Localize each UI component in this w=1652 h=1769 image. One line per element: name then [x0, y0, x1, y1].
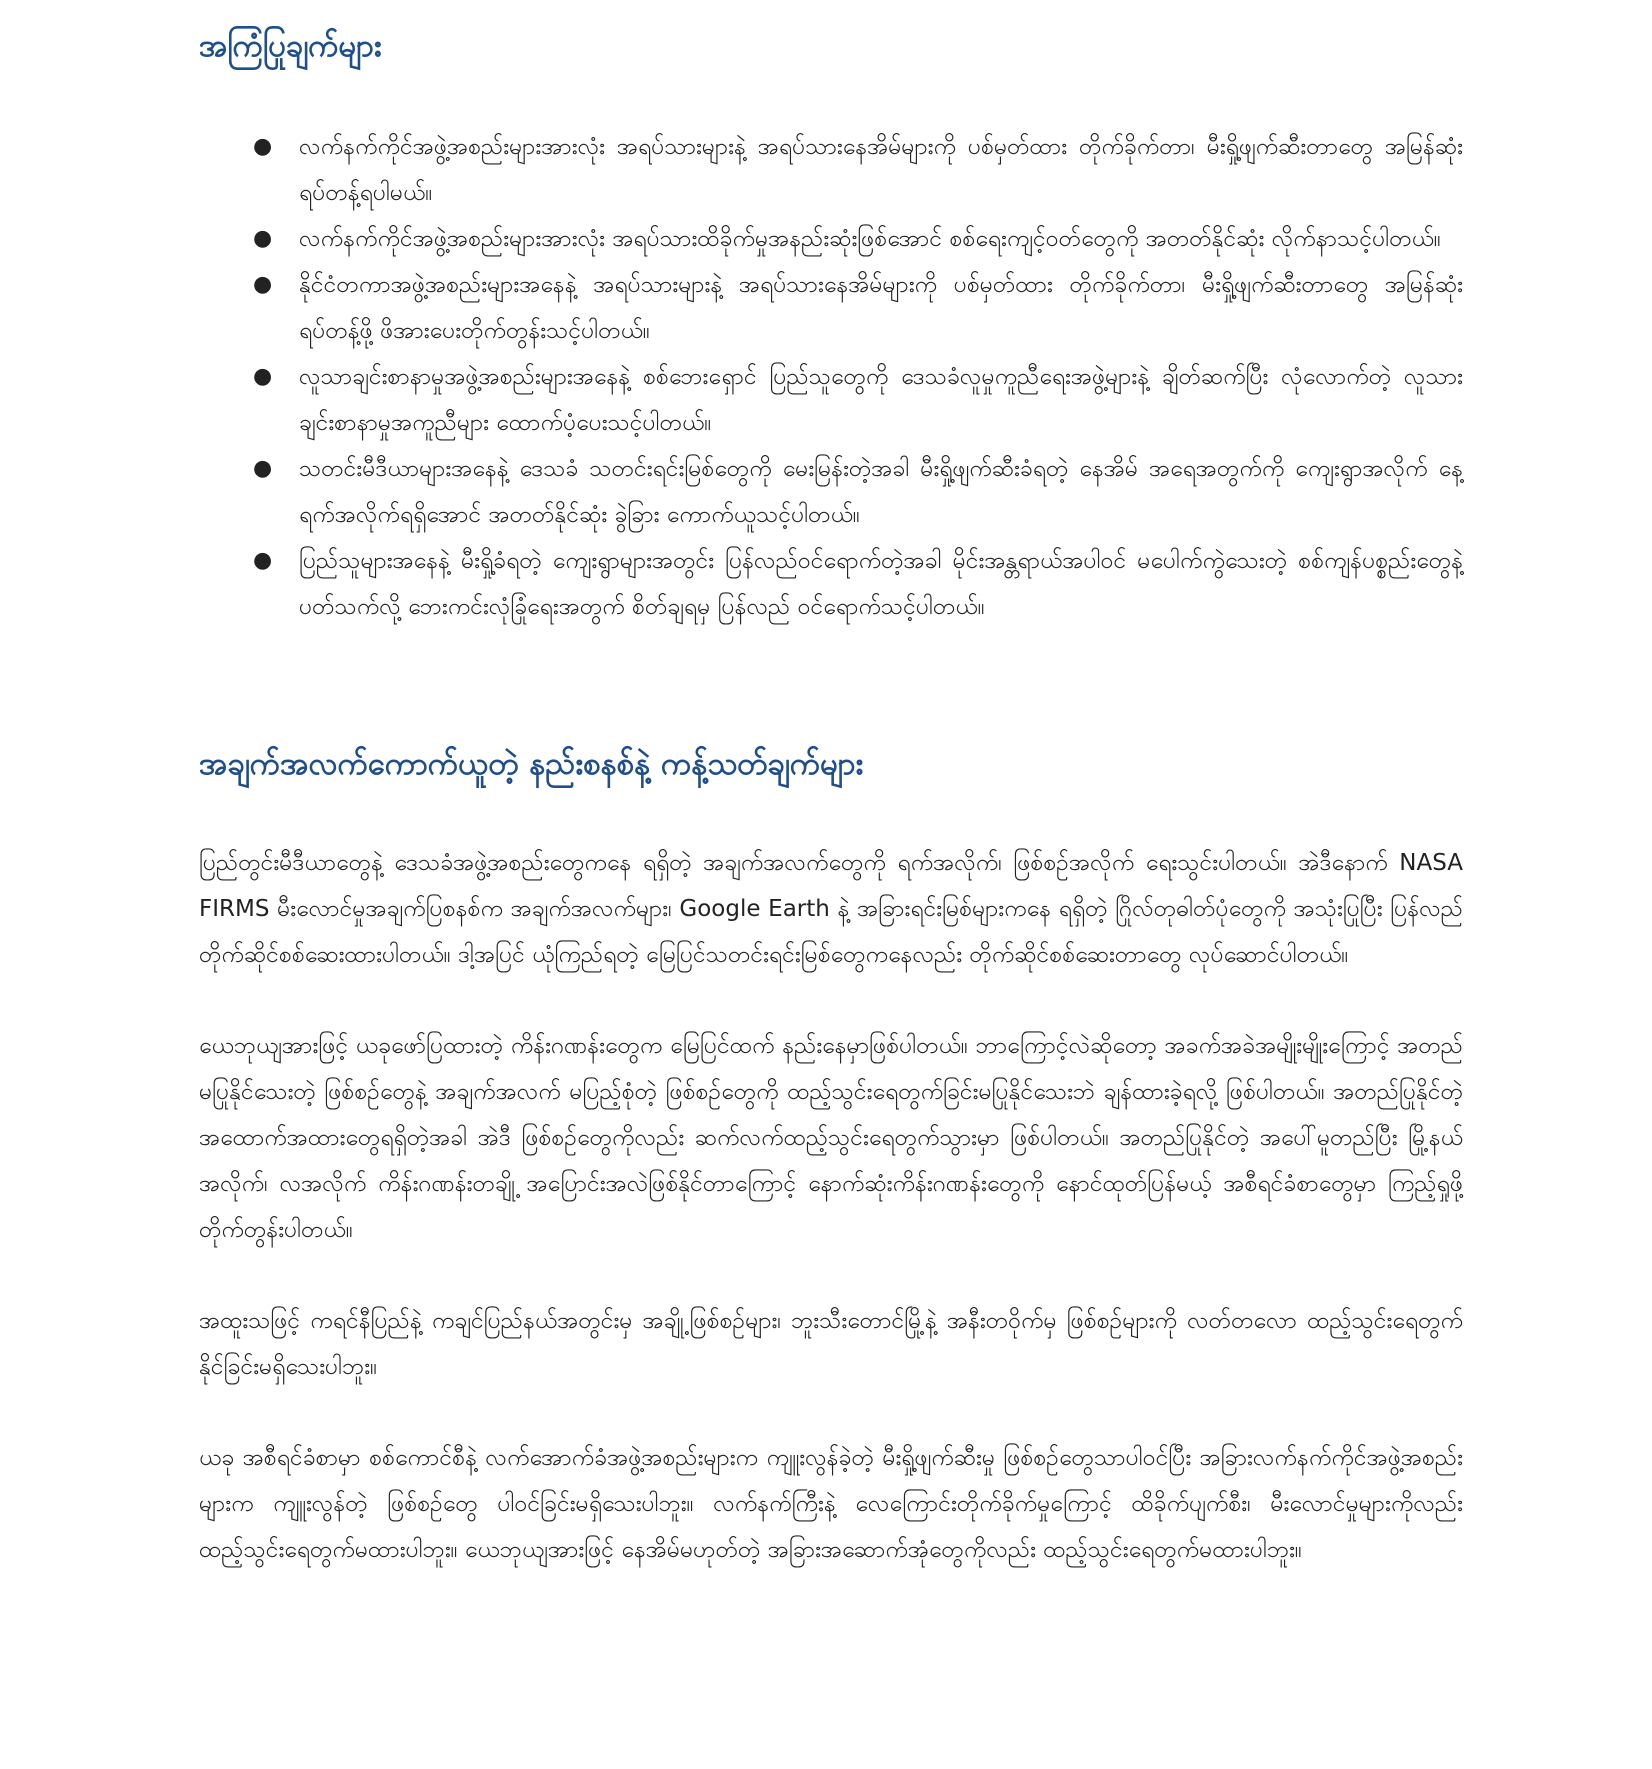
methodology-heading: အချက်အလက်ကောက်ယူတဲ့ နည်းစနစ်နဲ့ ကန့်သတ်ချက်များ	[199, 746, 864, 782]
recommendation-text: သတင်းမီဒီယာများအနေနဲ့ ဒေသခံ သတင်းရင်းမြစ်တွေကို မေးမြန်းတဲ့အခါ မီးရှို့ဖျက်ဆီးခံရတဲ့ နေအိမ် အရေအတွက်ကို ကျေးရွာအလိုက် နေ့ရက်အလိုက်ရရှိအောင် အတတ်နိုင်ဆုံး ခွဲခြား ကောက်ယူသင့်ပါတယ်။	[299, 456, 1463, 528]
methodology-paragraph: ပြည်တွင်းမီဒီယာတွေနဲ့ ဒေသခံအဖွဲ့အစည်းတွေကနေ ရရှိတဲ့ အချက်အလက်တွေကို ရက်အလိုက်၊ ဖြစ်စဉ်အလိုက် ရေးသွင်းပါတယ်။ အဲဒီနောက် NASA FIRMS မီးလောင်မှုအချက်ပြစနစ်က အချက်အလက်များ၊ Google Earth နဲ့ အခြားရင်းမြစ်များကနေ ရရှိတဲ့ ဂြိုလ်တုဓါတ်ပုံတွေကို အသုံးပြုပြီး ပြန်လည် တိုက်ဆိုင်စစ်ဆေးထားပါတယ်။ ဒါ့အပြင် ယုံကြည်ရတဲ့ မြေပြင်သတင်းရင်းမြစ်တွေကနေလည်း တိုက်ဆိုင်စစ်ဆေးတာတွေ လုပ်ဆောင်ပါတယ်။	[199, 850, 1463, 968]
bullet-icon: ●	[253, 272, 273, 297]
bullet-icon: ●	[253, 226, 273, 251]
methodology-body	[199, 840, 1463, 1618]
recommendation-item	[199, 216, 1463, 262]
recommendations-heading: အကြံပြုချက်များ	[199, 28, 382, 64]
recommendation-text: လူသာချင်းစာနာမှုအဖွဲ့အစည်းများအနေနဲ့ စစ်ဘေးရှောင် ပြည်သူတွေကို ဒေသခံလူမှုကူညီရေးအဖွဲ့များနဲ့ ချိတ်ဆက်ပြီး လုံလောက်တဲ့ လူသားချင်းစာနာမှုအကူညီများ ထောက်ပံ့ပေးသင့်ပါတယ်။	[299, 364, 1463, 436]
recommendation-text: နိုင်ငံတကာအဖွဲ့အစည်းများအနေနဲ့ အရပ်သားများနဲ့ အရပ်သားနေအိမ်များကို ပစ်မှတ်ထား တိုက်ခိုက်တာ၊ မီးရှို့ဖျက်ဆီးတာတွေ အမြန်ဆုံးရပ်တန့်ဖို့ ဖိအားပေးတိုက်တွန်းသင့်ပါတယ်။	[299, 272, 1463, 344]
bullet-icon: ●	[253, 134, 273, 159]
recommendations-list	[199, 124, 1463, 630]
methodology-paragraph: ယခု အစီရင်ခံစာမှာ စစ်ကောင်စီနဲ့ လက်အောက်ခံအဖွဲ့အစည်းများက ကျူးလွန်ခဲ့တဲ့ မီးရှို့ဖျက်ဆီးမှု ဖြစ်စဉ်တွေသာပါဝင်ပြီး အခြားလက်နက်ကိုင်အဖွဲ့အစည်းများက ကျူးလွန်တဲ့ ဖြစ်စဉ်တွေ ပါဝင်ခြင်းမရှိသေးပါဘူး။ လက်နက်ကြီးနဲ့ လေကြောင်းတိုက်ခိုက်မှုကြောင့် ထိခိုက်ပျက်စီး၊ မီးလောင်မှုများကိုလည်း ထည့်သွင်းရေတွက်မထားပါဘူး။ ယေဘုယျအားဖြင့် နေအိမ်မဟုတ်တဲ့ အခြားအဆောက်အုံတွေကိုလည်း ထည့်သွင်းရေတွက်မထားပါဘူး။	[199, 1445, 1463, 1563]
bullet-icon: ●	[253, 548, 273, 573]
recommendation-item	[199, 538, 1463, 630]
methodology-paragraph: အထူးသဖြင့် ကရင်နီပြည်နဲ့ ကချင်ပြည်နယ်အတွင်းမှ အချို့ဖြစ်စဉ်များ၊ ဘူးသီးတောင်မြို့နဲ့ အနီးတဝိုက်မှ ဖြစ်စဉ်များကို လတ်တလော ထည့်သွင်းရေတွက်နိုင်ခြင်းမရှိသေးပါဘူး။	[199, 1308, 1463, 1380]
recommendation-item	[199, 354, 1463, 446]
recommendation-text: လက်နက်ကိုင်အဖွဲ့အစည်းများအားလုံး အရပ်သားများနဲ့ အရပ်သားနေအိမ်များကို ပစ်မှတ်ထား တိုက်ခိုက်တာ၊ မီးရှို့ဖျက်ဆီးတာတွေ အမြန်ဆုံးရပ်တန့်ရပါမယ်။	[299, 134, 1463, 206]
recommendation-item	[199, 262, 1463, 354]
bullet-icon: ●	[253, 456, 273, 481]
recommendation-item	[199, 446, 1463, 538]
recommendation-text: ပြည်သူများအနေနဲ့ မီးရှို့ခံရတဲ့ ကျေးရွာများအတွင်း ပြန်လည်ဝင်ရောက်တဲ့အခါ မိုင်းအန္တရာယ်အပါဝင် မပေါက်ကွဲသေးတဲ့ စစ်ကျန်ပစ္စည်းတွေနဲ့ ပတ်သက်လို့ ဘေးကင်းလုံခြုံရေးအတွက် စိတ်ချရမှ ပြန်လည် ဝင်ရောက်သင့်ပါတယ်။	[299, 548, 1463, 620]
recommendation-item	[199, 124, 1463, 216]
bullet-icon: ●	[253, 364, 273, 389]
methodology-paragraph: ယေဘုယျအားဖြင့် ယခုဖော်ပြထားတဲ့ ကိန်းဂဏန်းတွေက မြေပြင်ထက် နည်းနေမှာဖြစ်ပါတယ်။ ဘာကြောင့်လဲဆိုတော့ အခက်အခဲအမျိုးမျိုးကြောင့် အတည်မပြုနိုင်သေးတဲ့ ဖြစ်စဉ်တွေနဲ့ အချက်အလက် မပြည့်စုံတဲ့ ဖြစ်စဉ်တွေကို ထည့်သွင်းရေတွက်ခြင်းမပြုနိုင်သေးဘဲ ချန်ထားခဲ့ရလို့ ဖြစ်ပါတယ်။ အတည်ပြုနိုင်တဲ့ အထောက်အထားတွေရရှိတဲ့အခါ အဲဒီ ဖြစ်စဉ်တွေကိုလည်း ဆက်လက်ထည့်သွင်းရေတွက်သွားမှာ ဖြစ်ပါတယ်။ အတည်ပြုနိုင်တဲ့ အပေါ်မူတည်ပြီး မြို့နယ်အလိုက်၊ လအလိုက် ကိန်းဂဏန်းတချို့ အပြောင်းအလဲဖြစ်နိုင်တာကြောင့် နောက်ဆုံးကိန်းဂဏန်းတွေကို နောင်ထုတ်ပြန်မယ့် အစီရင်ခံစာတွေမှာ ကြည့်ရှုဖို့ တိုက်တွန်းပါတယ်။	[199, 1033, 1463, 1243]
recommendation-text: လက်နက်ကိုင်အဖွဲ့အစည်းများအားလုံး အရပ်သားထိခိုက်မှုအနည်းဆုံးဖြစ်အောင် စစ်ရေးကျင့်ဝတ်တွေကို အတတ်နိုင်ဆုံး လိုက်နာသင့်ပါတယ်။	[299, 226, 1441, 252]
